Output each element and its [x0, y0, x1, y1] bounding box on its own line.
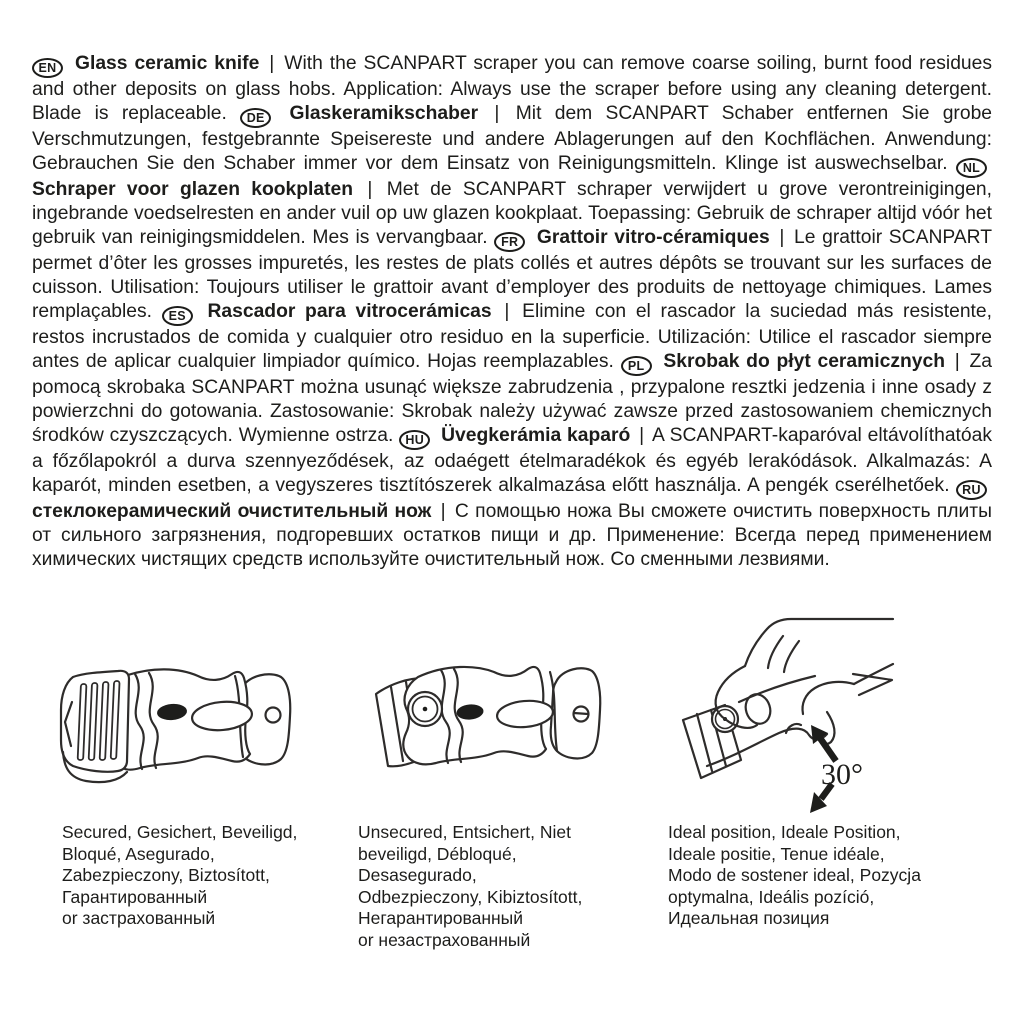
section-body-en: With the SCANPART scraper you can remove coarse soiling, burnt food residues and other deposits on glass hobs. Application: Always use the scraper before using any cleaning detergent. Blade is replaceable.	[32, 53, 993, 124]
title-separator: |	[504, 301, 510, 322]
section-title-nl: Schraper voor glazen kookplaten	[32, 179, 354, 200]
hand	[745, 619, 893, 666]
caption-line: beveiligd, Débloqué,	[358, 843, 517, 864]
section-body-fr: Le grattoir SCANPART permet d’ôter les grosses impuretés, les restes de plats collés et autres dépôts se trouvant sur les surfaces de cuisson. Utilisation: Toujours utiliser le grattoir avant d’employer des produits de nettoyage chimiques. Lames remplaçables.	[32, 227, 993, 322]
hang-hole-icon	[266, 708, 281, 723]
caption-line: optymalna, Ideális pozíció,	[668, 886, 875, 907]
hand-with-scraper-drawing	[683, 619, 893, 813]
lang-badge-nl: NL	[956, 158, 987, 178]
section-title-de: Glaskeramikschaber	[289, 103, 479, 124]
lang-badge-pl: PL	[621, 356, 652, 376]
section-title-ru: стеклокерамический очистительный нож	[32, 501, 432, 522]
section-title-hu: Üvegkerámia kaparó	[441, 425, 631, 446]
title-separator: |	[779, 227, 785, 248]
caption-secured	[62, 822, 354, 930]
caption-line: or застрахованный	[62, 908, 216, 928]
section-title-fr: Grattoir vitro-céramiques	[536, 227, 770, 248]
angle-label: 30°	[821, 758, 863, 791]
title-separator: |	[494, 103, 500, 124]
section-body-pl: Za pomocą skrobaka SCANPART można usunąć większe zabrudzenia , przypalone resztki jedzenia i inne osady z powierzchni do gotowania. Zastosowanie: Skrobak należy używać zawsze przed zastosowaniem chemicznych środków czyszczących. Wymienne ostrza.	[32, 351, 993, 446]
title-separator: |	[954, 351, 960, 372]
handle-tail	[853, 674, 892, 695]
lang-badge-es: ES	[162, 306, 193, 326]
caption-unsecured	[358, 822, 650, 951]
title-separator: |	[367, 179, 373, 200]
lang-badge-en: EN	[32, 58, 63, 78]
caption-ideal-position	[668, 822, 988, 930]
section-title-es: Rascador para vitrocerámicas	[207, 301, 492, 322]
caption-line: Secured, Gesichert, Beveiligd,	[62, 822, 298, 842]
section-body-ru: С помощью ножа Вы сможете очистить поверхность плиты от сильного загрязнения, подгоревших остатков пищи и др. Применение: Всегда перед применением химических чистящих средств используйте очистительный нож. Со сменными лезвиями.	[32, 501, 992, 570]
lang-badge-hu: HU	[399, 430, 430, 450]
angle-annotation	[810, 725, 863, 813]
caption-line: Ideal position, Ideale Position,	[668, 822, 901, 842]
lang-badge-fr: FR	[494, 232, 525, 252]
title-separator: |	[269, 53, 275, 74]
caption-line: Bloqué, Asegurado,	[62, 843, 215, 864]
caption-line: Unsecured, Entsichert, Niet	[358, 822, 572, 842]
section-body-es: Elimine con el rascador la suciedad más resistente, restos incrustados de comida y cualquier otro residuo en la superficie. Utilización: Utilice el rascador siempre antes de aplicar cualquier limpiador químico. Hojas reemplazables.	[32, 301, 992, 372]
figure-ideal-position	[655, 602, 905, 842]
section-body-hu: A SCANPART-kaparóval eltávolíthatóak a főzőlapokról a durva szennyeződések, az odaégett ételmaradékok és egyéb lerakódások. Alkalmazás: A kaparót, minden esetben, a vegyszeres tisztítószerek alkalmazása előtt használja. A pengék cserélhetőek.	[32, 425, 993, 496]
multilingual-description	[32, 52, 992, 572]
figure-secured-scraper	[56, 660, 296, 800]
handle-top	[739, 676, 815, 702]
caption-line: Desasegurado,	[358, 865, 477, 885]
section-body-nl: Met de SCANPART schraper verwijdert u grove verontreinigingen, ingebrande voedselresten en ander vuil op uw glazen kookplaat. Toepassing: Gebruik de schraper altijd vóór het gebruik van reinigingsmiddelen. Mes is vervangbaar.	[32, 179, 993, 248]
caption-line: Негарантированный	[358, 908, 524, 928]
section-body-de: Mit dem SCANPART Schaber entfernen Sie grobe Verschmutzungen, festgebrannte Speisereste und andere Ablagerungen auf den Kochflächen. Anwendung: Gebrauchen Sie den Schaber immer vor dem Einsatz von Reinigungsmitteln. Klinge ist auswechselbar.	[32, 103, 993, 174]
caption-line: Ideale positie, Tenue idéale,	[668, 843, 885, 864]
lang-badge-de: DE	[240, 108, 271, 128]
caption-line: Идеальная позиция	[668, 908, 830, 928]
thumbnail	[742, 691, 774, 727]
title-separator: |	[440, 501, 446, 522]
caption-line: or незастрахованный	[358, 929, 531, 950]
knuckle-crease	[768, 636, 783, 668]
caption-line: Modo de sostener ideal, Pozycja	[668, 865, 921, 885]
caption-line: Zabezpieczony, Biztosított,	[62, 865, 270, 885]
caption-line: Odbezpieczony, Kibiztosított,	[358, 886, 583, 907]
lang-badge-ru: RU	[956, 480, 987, 500]
finger	[803, 682, 855, 714]
section-title-en: Glass ceramic knife	[74, 53, 260, 74]
section-title-pl: Skrobak do płyt ceramicznych	[663, 351, 946, 372]
caption-line: Гарантированный	[62, 886, 208, 907]
figure-unsecured-scraper	[350, 652, 610, 787]
scraper-secured-drawing	[61, 669, 290, 782]
title-separator: |	[639, 425, 645, 446]
scraper-unsecured-drawing	[376, 667, 600, 766]
